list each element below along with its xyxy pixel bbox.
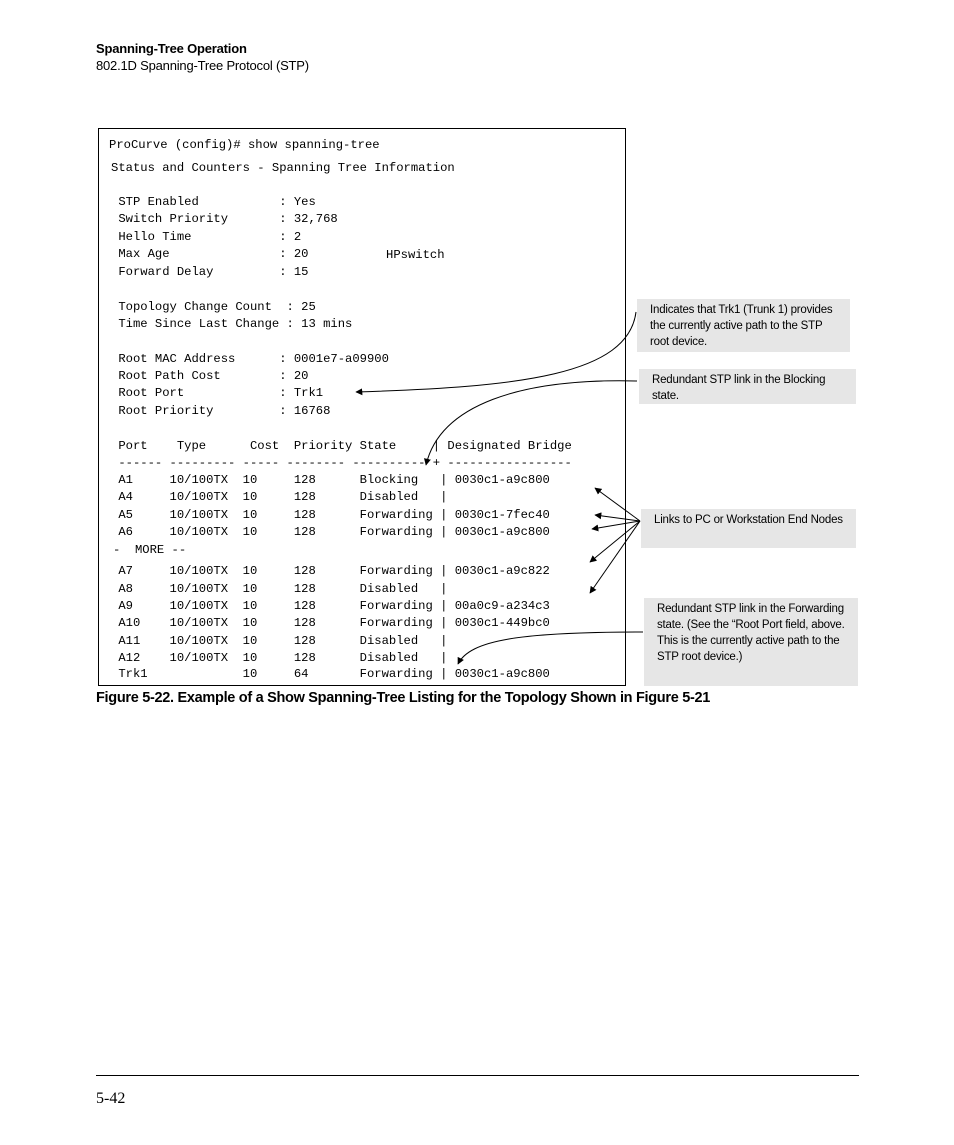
port-row: A7 10/100TX 10 128 Forwarding | 0030c1-a9c822 <box>111 564 550 578</box>
port-row: A10 10/100TX 10 128 Forwarding | 0030c1-449bc0 <box>111 616 550 630</box>
callout-forwarding-link: Redundant STP link in the Forwarding state. (See the “Root Port field, above. This is the currently active path to the STP root device.) <box>644 598 858 686</box>
arrow-trk1 <box>356 312 636 392</box>
hpswitch-label: HPswitch <box>386 248 445 262</box>
arrow-blocking <box>426 381 637 465</box>
topology-change-count-line: Topology Change Count : 25 <box>111 300 316 314</box>
footer-divider <box>96 1075 859 1076</box>
root-port-line: Root Port : Trk1 <box>111 386 324 400</box>
port-table-rule: ------ --------- ----- -------- ---------- + ----------------- <box>111 456 572 470</box>
callout-end-nodes: Links to PC or Workstation End Nodes <box>641 509 856 548</box>
port-row: A9 10/100TX 10 128 Forwarding | 00a0c9-a234c3 <box>111 599 550 613</box>
port-row: A12 10/100TX 10 128 Disabled | <box>111 651 448 665</box>
stp-enabled-line: STP Enabled : Yes <box>111 195 316 209</box>
switch-priority-line: Switch Priority : 32,768 <box>111 212 338 226</box>
terminal-command: ProCurve (config)# show spanning-tree <box>109 138 380 152</box>
figure-caption: Figure 5-22. Example of a Show Spanning-Tree Listing for the Topology Shown in Figure 5-21 <box>96 690 711 706</box>
port-row: A5 10/100TX 10 128 Forwarding | 0030c1-7fec40 <box>111 508 550 522</box>
more-prompt: - MORE -- <box>113 543 187 557</box>
root-priority-line: Root Priority : 16768 <box>111 404 331 418</box>
terminal-heading: Status and Counters - Spanning Tree Information <box>111 161 455 175</box>
arrow-end-node-a6 <box>592 521 640 529</box>
port-row: A11 10/100TX 10 128 Disabled | <box>111 634 448 648</box>
arrow-forwarding <box>458 632 643 664</box>
time-since-last-change-line: Time Since Last Change : 13 mins <box>111 317 353 331</box>
port-row: A1 10/100TX 10 128 Blocking | 0030c1-a9c800 <box>111 473 550 487</box>
arrow-end-node-a7 <box>590 521 640 562</box>
arrow-end-node-a9 <box>590 521 640 593</box>
max-age-line: Max Age : 20 <box>111 247 309 261</box>
header-title: Spanning-Tree Operation <box>96 41 247 56</box>
callout-trk1-active-path: Indicates that Trk1 (Trunk 1) provides the currently active path to the STP root device. <box>637 299 850 352</box>
hello-time-line: Hello Time : 2 <box>111 230 302 244</box>
header-subtitle: 802.1D Spanning-Tree Protocol (STP) <box>96 58 309 73</box>
port-table-header: Port Type Cost Priority State | Designated Bridge <box>111 439 572 453</box>
callout-blocking-link: Redundant STP link in the Blocking state. <box>639 369 856 404</box>
port-row: A8 10/100TX 10 128 Disabled | <box>111 582 448 596</box>
root-path-cost-line: Root Path Cost : 20 <box>111 369 309 383</box>
port-row: Trk1 10 64 Forwarding | 0030c1-a9c800 <box>111 667 550 681</box>
port-row: A4 10/100TX 10 128 Disabled | <box>111 490 448 504</box>
port-row: A6 10/100TX 10 128 Forwarding | 0030c1-a9c800 <box>111 525 550 539</box>
root-mac-line: Root MAC Address : 0001e7-a09900 <box>111 352 389 366</box>
page-number: 5-42 <box>96 1090 126 1107</box>
forward-delay-line: Forward Delay : 15 <box>111 265 309 279</box>
